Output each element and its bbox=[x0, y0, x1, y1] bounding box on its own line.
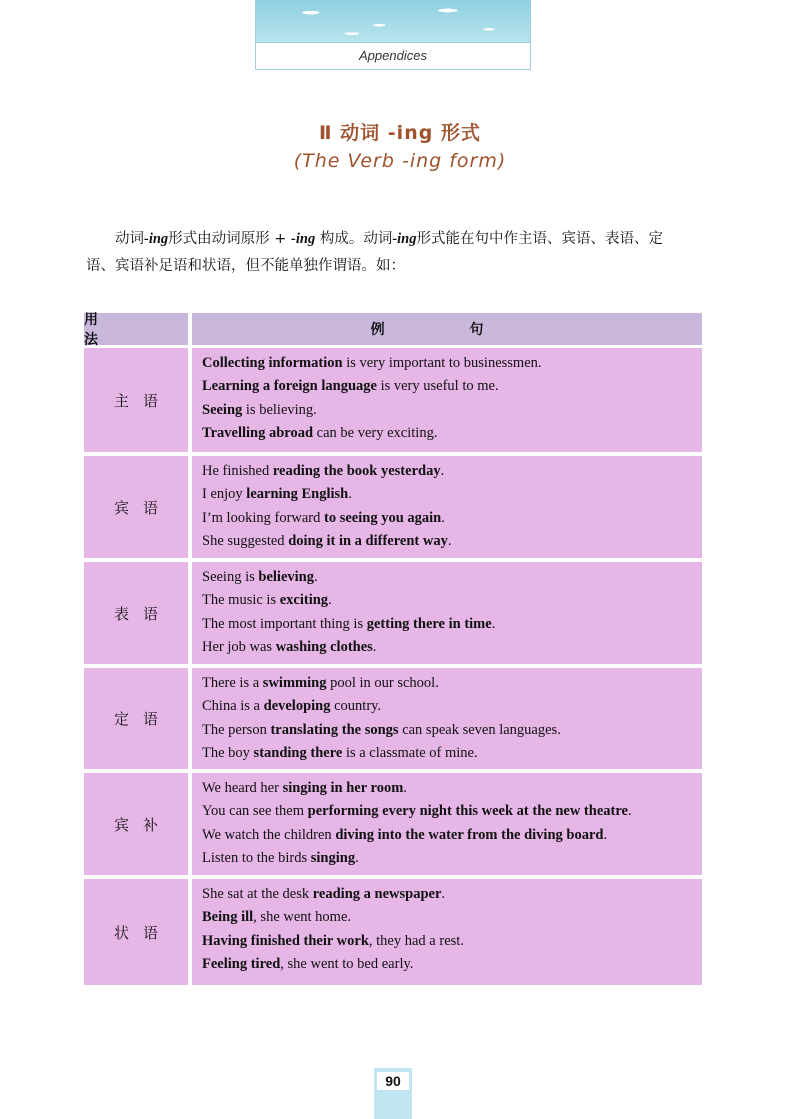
example-text: We watch the children bbox=[202, 826, 336, 843]
page-number-tab bbox=[374, 1068, 412, 1119]
header-banner bbox=[255, 0, 531, 70]
intro-paragraph bbox=[86, 226, 704, 280]
example-text: is a classmate of mine. bbox=[342, 744, 478, 761]
example-highlight: doing it in a different way bbox=[288, 532, 448, 549]
example-text: is believing. bbox=[242, 401, 317, 418]
usage-cell: 宾语 bbox=[84, 456, 188, 558]
example-sentence bbox=[202, 530, 702, 553]
example-sentence bbox=[202, 742, 702, 765]
example-text: You can see them bbox=[202, 803, 308, 820]
example-highlight: Seeing bbox=[202, 401, 243, 418]
example-text: . bbox=[603, 826, 608, 843]
example-sentence bbox=[202, 930, 702, 953]
example-highlight: learning English bbox=[246, 486, 349, 503]
header-examples: 例 句 bbox=[192, 313, 702, 345]
example-text: country. bbox=[330, 698, 382, 715]
usage-cell: 表语 bbox=[84, 562, 188, 664]
usage-cell: 状语 bbox=[84, 879, 188, 985]
example-text: The most important thing is bbox=[202, 615, 367, 632]
table-row bbox=[84, 668, 702, 769]
example-text: Seeing is bbox=[202, 569, 259, 585]
example-highlight: reading a newspaper bbox=[312, 886, 442, 902]
example-highlight: Feeling tired bbox=[202, 955, 281, 972]
example-highlight: Having finished their work bbox=[202, 932, 369, 949]
example-highlight: diving into the water from the diving board bbox=[335, 826, 604, 843]
example-highlight: Travelling abroad bbox=[202, 424, 314, 441]
page-number: 90 bbox=[377, 1072, 409, 1090]
examples-cell bbox=[192, 773, 702, 875]
example-text: She sat at the desk bbox=[202, 886, 313, 902]
example-highlight: washing clothes bbox=[275, 638, 373, 655]
example-text: . bbox=[355, 849, 359, 866]
example-sentence bbox=[202, 800, 702, 823]
header-usage: 用 法 bbox=[84, 313, 188, 345]
example-text: , she went to bed early. bbox=[280, 955, 414, 972]
example-sentence bbox=[202, 399, 702, 422]
example-sentence bbox=[202, 375, 702, 398]
example-text: can speak seven languages. bbox=[398, 721, 561, 738]
examples-cell bbox=[192, 456, 702, 558]
intro-line-2: 语、宾语补足语和状语，但不能单独作谓语。如： bbox=[86, 258, 405, 274]
example-text: The person bbox=[202, 721, 271, 738]
example-sentence bbox=[202, 507, 702, 530]
intro-ing: -ing bbox=[291, 231, 316, 247]
example-highlight: getting there in time bbox=[366, 615, 492, 632]
example-highlight: reading the book yesterday bbox=[272, 463, 441, 479]
example-sentence bbox=[202, 777, 702, 800]
example-highlight: Being ill bbox=[202, 909, 254, 926]
usage-cell: 主语 bbox=[84, 348, 188, 452]
example-highlight: singing in her room bbox=[282, 780, 404, 796]
example-text: I enjoy bbox=[202, 486, 247, 503]
example-text: We heard her bbox=[202, 780, 283, 796]
table-header bbox=[84, 312, 702, 348]
intro-ing: -ing bbox=[144, 231, 169, 247]
example-sentence bbox=[202, 422, 702, 445]
example-text: The boy bbox=[202, 744, 254, 761]
example-text: He finished bbox=[202, 463, 273, 479]
title-english: (The Verb -ing form) bbox=[293, 150, 507, 172]
example-text: There is a bbox=[202, 675, 263, 691]
examples-cell bbox=[192, 668, 702, 769]
example-sentence bbox=[202, 906, 702, 929]
example-highlight: developing bbox=[263, 698, 331, 715]
example-sentence bbox=[202, 847, 702, 870]
intro-text: 构成。动词 bbox=[315, 231, 393, 247]
table-row bbox=[84, 456, 702, 558]
example-sentence bbox=[202, 883, 702, 906]
table-row bbox=[84, 562, 702, 664]
example-text: can be very exciting. bbox=[313, 424, 438, 441]
example-highlight: standing there bbox=[253, 744, 343, 761]
example-text: is very important to businessmen. bbox=[342, 355, 542, 371]
intro-ing: -ing bbox=[392, 231, 417, 247]
example-text: . bbox=[348, 486, 352, 503]
example-text: . bbox=[447, 532, 452, 549]
intro-text: 动词 bbox=[115, 231, 144, 247]
example-text: is very useful to me. bbox=[376, 378, 499, 395]
example-text: Listen to the birds bbox=[202, 849, 311, 866]
example-highlight: translating the songs bbox=[270, 721, 399, 738]
example-highlight: Collecting information bbox=[202, 355, 343, 371]
example-sentence bbox=[202, 483, 702, 506]
example-sentence bbox=[202, 672, 702, 695]
examples-cell bbox=[192, 348, 702, 452]
example-text: pool in our school. bbox=[326, 675, 439, 691]
example-text: Her job was bbox=[202, 638, 276, 655]
title-chinese: Ⅱ 动词 -ing 形式 bbox=[319, 122, 481, 144]
example-text: China is a bbox=[202, 698, 264, 715]
intro-line-1 bbox=[86, 226, 704, 253]
example-text: She suggested bbox=[202, 532, 289, 549]
intro-text: 形式由动词原形 + bbox=[168, 231, 292, 247]
example-sentence bbox=[202, 589, 702, 612]
table-row bbox=[84, 348, 702, 452]
example-highlight: singing bbox=[310, 849, 356, 866]
examples-cell bbox=[192, 562, 702, 664]
example-sentence bbox=[202, 460, 702, 483]
example-highlight: believing bbox=[258, 569, 314, 585]
table-row bbox=[84, 879, 702, 985]
usage-table bbox=[84, 313, 702, 989]
section-label: Appendices bbox=[256, 42, 530, 69]
intro-text: 形式能在句中作主语、宾语、表语、定 bbox=[416, 231, 663, 247]
example-text: . bbox=[403, 780, 407, 796]
example-sentence bbox=[202, 566, 702, 589]
example-text: , she went home. bbox=[253, 909, 352, 926]
usage-cell: 宾补 bbox=[84, 773, 188, 875]
examples-cell bbox=[192, 879, 702, 985]
example-highlight: Learning a foreign language bbox=[202, 378, 377, 395]
example-sentence bbox=[202, 824, 702, 847]
example-sentence bbox=[202, 613, 702, 636]
example-text: . bbox=[372, 638, 377, 655]
example-text: . bbox=[627, 803, 632, 820]
example-text: . bbox=[313, 569, 318, 585]
table-body bbox=[84, 348, 702, 985]
example-text: . bbox=[328, 592, 332, 609]
example-sentence bbox=[202, 636, 702, 659]
example-sentence bbox=[202, 719, 702, 742]
water-decoration bbox=[256, 0, 530, 42]
example-sentence bbox=[202, 953, 702, 976]
example-highlight: performing every night this week at the new theatre bbox=[307, 803, 628, 820]
example-sentence bbox=[202, 695, 702, 718]
table-row bbox=[84, 773, 702, 875]
example-text: . bbox=[491, 615, 496, 632]
example-sentence bbox=[202, 352, 702, 375]
example-highlight: exciting bbox=[279, 592, 329, 609]
example-highlight: swimming bbox=[262, 675, 327, 691]
example-text: The music is bbox=[202, 592, 280, 609]
example-text: . bbox=[440, 463, 445, 479]
example-highlight: to seeing you again bbox=[324, 509, 442, 526]
example-text: . bbox=[441, 509, 445, 526]
example-text: , they had a rest. bbox=[368, 932, 464, 949]
example-text: I’m looking forward bbox=[202, 509, 325, 526]
example-text: . bbox=[441, 886, 446, 902]
usage-cell: 定语 bbox=[84, 668, 188, 769]
